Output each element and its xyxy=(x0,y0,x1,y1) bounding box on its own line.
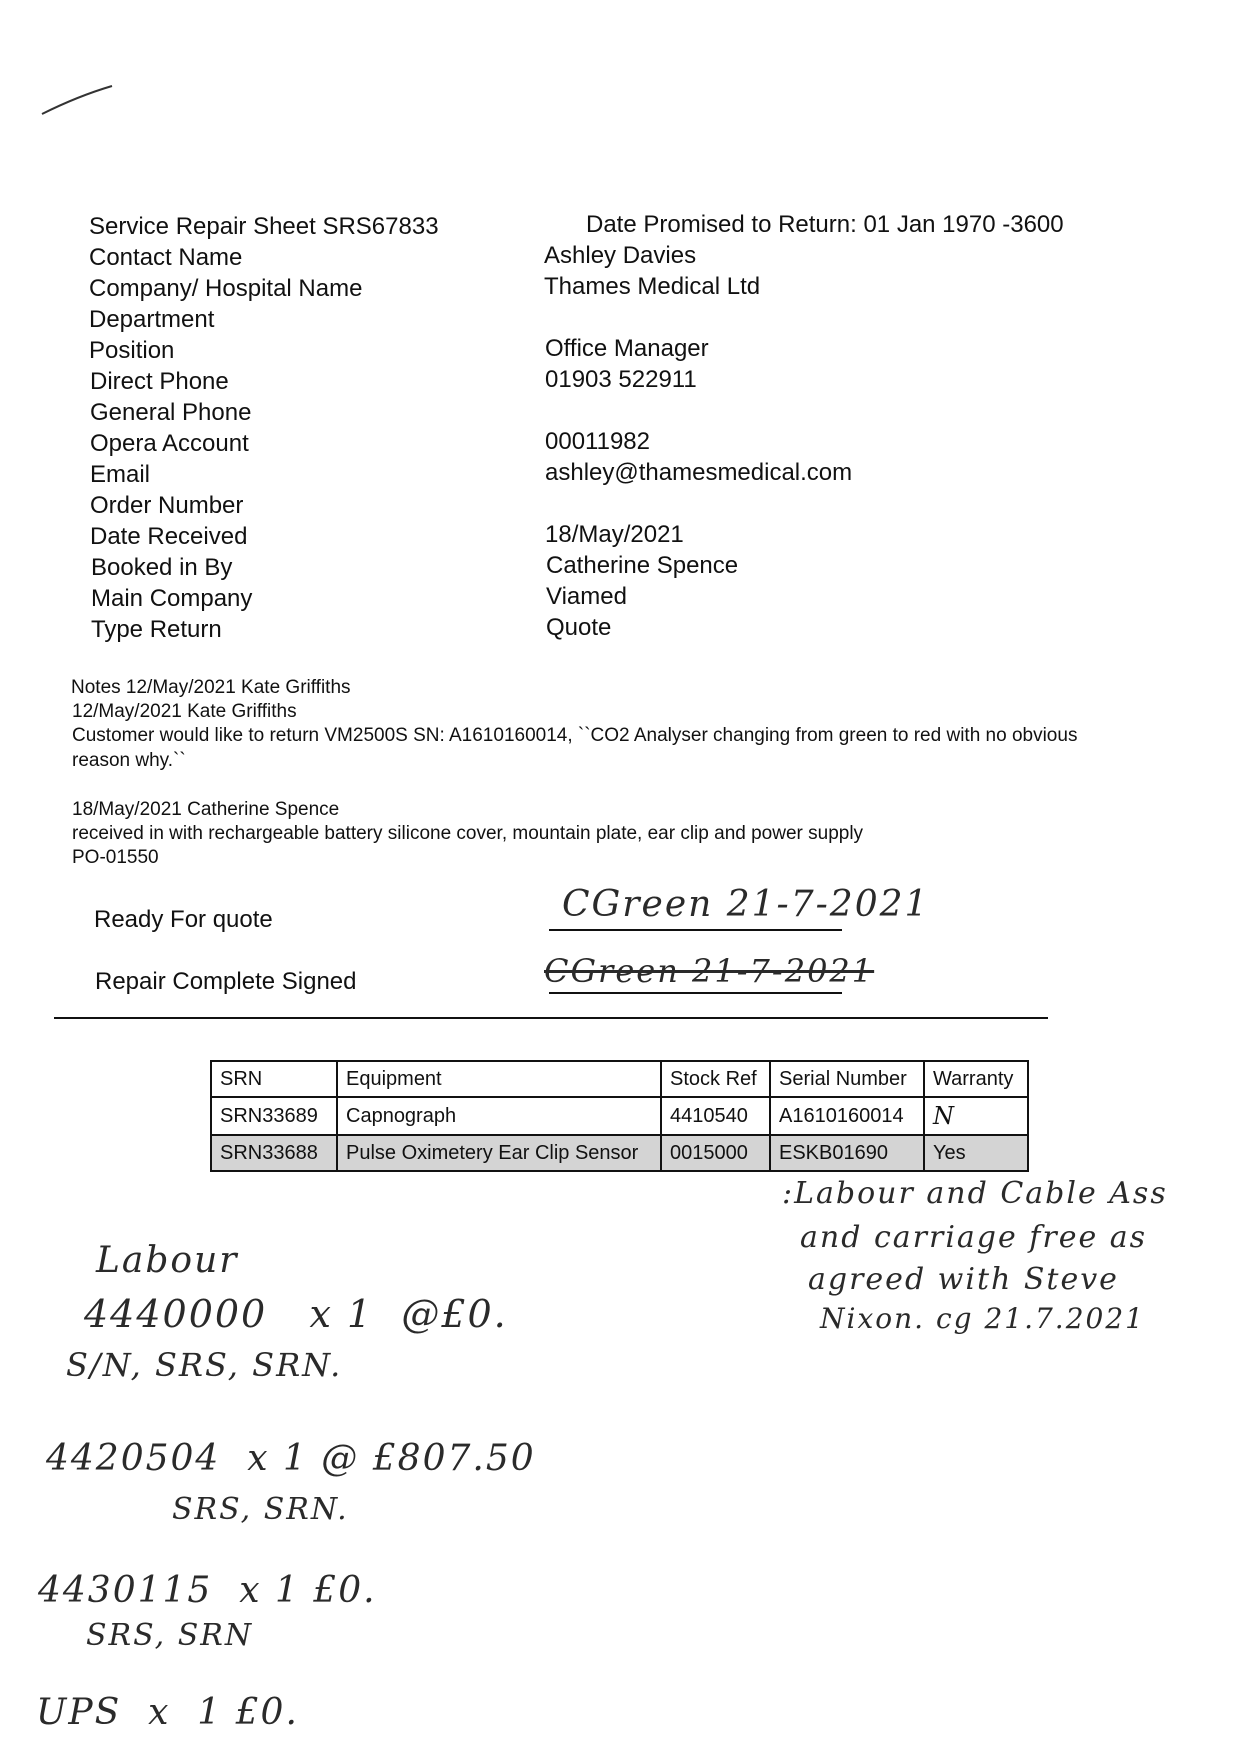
price-line-3: 4430115 x 1 £0. xyxy=(38,1570,377,1611)
field-label-booked-in-by: Booked in By xyxy=(91,554,233,581)
note-text-1-line-1: Customer would like to return VM2500S SN: A1610160014, ``CO2 Analyser changing from green to red with no obvious xyxy=(72,725,1078,746)
section-divider xyxy=(54,1017,1048,1019)
cell-srn: SRN33688 xyxy=(211,1135,337,1171)
field-label-opera-account: Opera Account xyxy=(90,430,249,457)
table-header-row xyxy=(211,1061,1028,1097)
ready-for-quote-label: Ready For quote xyxy=(94,906,273,933)
table-row xyxy=(211,1135,1028,1171)
notes-heading: Notes 12/May/2021 Kate Griffiths xyxy=(71,677,351,698)
col-header-stock-ref: Stock Ref xyxy=(661,1061,770,1097)
field-value-type-return: Quote xyxy=(546,614,612,641)
cell-serial-number: A1610160014 xyxy=(770,1097,924,1135)
field-label-company: Company/ Hospital Name xyxy=(89,275,363,302)
repair-complete-signature: CGreen 21-7-2021 xyxy=(544,952,875,990)
price-line-1-refs: S/N, SRS, SRN. xyxy=(66,1346,343,1384)
cell-warranty: Yes xyxy=(924,1135,1028,1171)
field-value-booked-in-by: Catherine Spence xyxy=(546,552,739,579)
field-label-position: Position xyxy=(89,337,175,364)
ready-for-quote-signature: CGreen 21-7-2021 xyxy=(562,884,930,925)
repair-complete-label: Repair Complete Signed xyxy=(95,968,357,995)
ready-signature-line xyxy=(549,929,842,931)
side-note-line-2: and carriage free as xyxy=(800,1220,1148,1255)
field-value-direct-phone: 01903 522911 xyxy=(545,366,697,393)
field-value-position: Office Manager xyxy=(545,335,709,362)
field-label-contact-name: Contact Name xyxy=(89,244,243,271)
note-text-1-line-2: reason why.`` xyxy=(72,750,186,771)
price-line-2: 4420504 x 1 @ £807.50 xyxy=(46,1438,536,1479)
col-header-serial-number: Serial Number xyxy=(770,1061,924,1097)
cell-warranty-handwritten: N xyxy=(924,1097,1028,1135)
equipment-table xyxy=(210,1060,1029,1172)
side-note-line-3: agreed with Steve xyxy=(808,1262,1119,1297)
field-value-main-company: Viamed xyxy=(546,583,627,610)
cell-stock-ref: 0015000 xyxy=(661,1135,770,1171)
cell-stock-ref: 4410540 xyxy=(661,1097,770,1135)
col-header-srn: SRN xyxy=(211,1061,337,1097)
cell-equipment: Pulse Oximetery Ear Clip Sensor xyxy=(337,1135,661,1171)
date-promised: Date Promised to Return: 01 Jan 1970 -3600 xyxy=(586,211,1064,238)
note-text-2: received in with rechargeable battery silicone cover, mountain plate, ear clip and power supply xyxy=(72,823,864,844)
note-author-2: 18/May/2021 Catherine Spence xyxy=(72,799,340,820)
field-label-date-received: Date Received xyxy=(90,523,248,550)
pen-stroke-mark xyxy=(38,82,118,122)
price-line-3-refs: SRS, SRN xyxy=(86,1618,254,1653)
col-header-equipment: Equipment xyxy=(337,1061,661,1097)
note-author-1: 12/May/2021 Kate Griffiths xyxy=(72,701,297,722)
field-label-order-number: Order Number xyxy=(90,492,244,519)
table-row xyxy=(211,1097,1028,1135)
field-label-email: Email xyxy=(90,461,151,488)
labour-heading: Labour xyxy=(96,1240,239,1281)
price-line-2-refs: SRS, SRN. xyxy=(172,1492,349,1527)
field-value-date-received: 18/May/2021 xyxy=(545,521,684,548)
field-value-contact-name: Ashley Davies xyxy=(544,242,697,269)
field-label-general-phone: General Phone xyxy=(90,399,252,426)
price-line-4: UPS x 1 £0. xyxy=(36,1692,299,1733)
complete-signature-line xyxy=(549,992,842,994)
cell-serial-number: ESKB01690 xyxy=(770,1135,924,1171)
field-label-type-return: Type Return xyxy=(91,616,222,643)
field-value-company: Thames Medical Ltd xyxy=(544,273,761,300)
note-po-number: PO-01550 xyxy=(72,847,159,868)
cell-equipment: Capnograph xyxy=(337,1097,661,1135)
sheet-title: Service Repair Sheet SRS67833 xyxy=(89,213,439,240)
price-line-1: 4440000 x 1 @£0. xyxy=(84,1292,508,1336)
side-note-line-4: Nixon. cg 21.7.2021 xyxy=(820,1302,1145,1335)
field-value-opera-account: 00011982 xyxy=(545,428,650,455)
field-value-email: ashley@thamesmedical.com xyxy=(545,459,853,486)
col-header-warranty: Warranty xyxy=(924,1061,1028,1097)
field-label-department: Department xyxy=(89,306,215,333)
field-label-direct-phone: Direct Phone xyxy=(90,368,229,395)
field-label-main-company: Main Company xyxy=(91,585,253,612)
cell-srn: SRN33689 xyxy=(211,1097,337,1135)
side-note-line-1: :Labour and Cable Ass xyxy=(782,1176,1168,1211)
